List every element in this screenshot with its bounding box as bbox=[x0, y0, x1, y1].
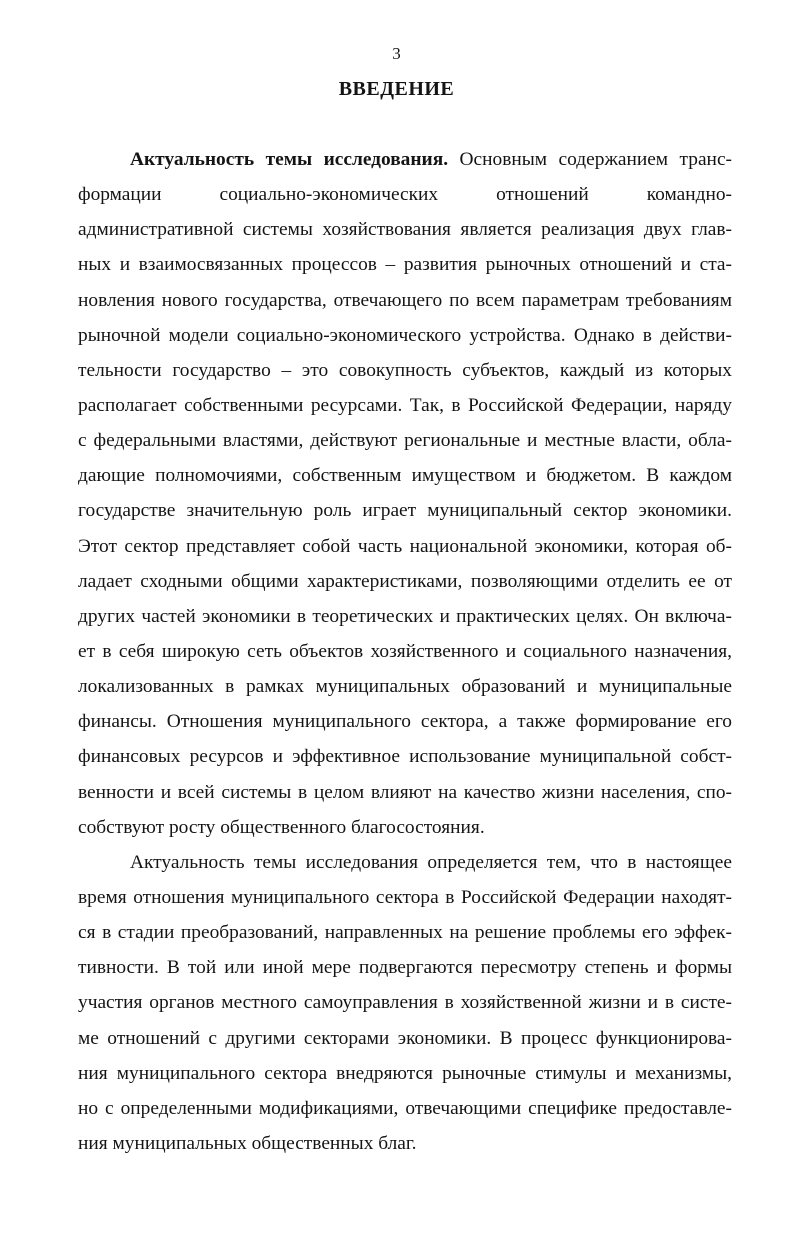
paragraph-line: ния муниципального сектора внедряются рыночные стимулы и механизмы, bbox=[78, 1063, 732, 1084]
paragraph-line: ет в себя широкую сеть объектов хозяйственного и социального назначения, bbox=[78, 641, 732, 662]
paragraph-lead: Актуальность темы исследования. bbox=[130, 149, 449, 170]
paragraph-line: локализованных в рамках муниципальных образований и муниципальные bbox=[78, 676, 732, 697]
page-number: 3 bbox=[392, 44, 401, 63]
paragraph-line: но с определенными модификациями, отвечающими специфике предоставле- bbox=[78, 1098, 732, 1119]
paragraph-line: финансовых ресурсов и эффективное использование муниципальной собст- bbox=[78, 746, 732, 767]
paragraph-line: дающие полномочиями, собственным имуществом и бюджетом. В каждом bbox=[78, 465, 732, 486]
paragraph-line: венности и всей системы в целом влияют на качество жизни населения, спо- bbox=[78, 782, 732, 803]
paragraph-line: ся в стадии преобразований, направленных на решение проблемы его эффек- bbox=[78, 922, 732, 943]
page-title: ВВЕДЕНИЕ bbox=[338, 78, 455, 100]
paragraph-line: Актуальность темы исследования определяется тем, что в настоящее bbox=[130, 852, 732, 873]
paragraph-line: государстве значительную роль играет муниципальный сектор экономики. bbox=[78, 500, 732, 521]
paragraph-line: ния муниципальных общественных благ. bbox=[78, 1133, 417, 1154]
paragraph-line: формации социально-экономических отношений командно- bbox=[78, 184, 732, 205]
paragraph-line: с федеральными властями, действуют региональные и местные власти, обла- bbox=[78, 430, 732, 451]
paragraph-line: других частей экономики в теоретических и практических целях. Он включа- bbox=[78, 606, 732, 627]
paragraph-line: тивности. В той или иной мере подвергаются пересмотру степень и формы bbox=[78, 957, 732, 978]
paragraph-line: участия органов местного самоуправления в хозяйственной жизни и в систе- bbox=[78, 992, 732, 1013]
paragraph-line: административной системы хозяйствования является реализация двух глав- bbox=[78, 219, 732, 240]
paragraph-line: ме отношений с другими секторами экономики. В процесс функционирова- bbox=[78, 1028, 732, 1049]
paragraph-line: ладает сходными общими характеристиками, позволяющими отделить ее от bbox=[78, 571, 732, 592]
paragraph-line: тельности государство – это совокупность субъектов, каждый из которых bbox=[78, 360, 732, 381]
paragraph-line: Этот сектор представляет собой часть национальной экономики, которая об- bbox=[78, 536, 732, 557]
paragraph-line: время отношения муниципального сектора в Российской Федерации находят- bbox=[78, 887, 732, 908]
paragraph-line: новления нового государства, отвечающего по всем параметрам требованиям bbox=[78, 290, 732, 311]
paragraph-line: собствуют росту общественного благосостояния. bbox=[78, 817, 485, 838]
paragraph-line: рыночной модели социально-экономического устройства. Однако в действи- bbox=[78, 325, 732, 346]
paragraph-line: располагает собственными ресурсами. Так, в Российской Федерации, наряду bbox=[78, 395, 732, 416]
paragraph-line: Актуальность темы исследования. Основным содержанием транс- bbox=[130, 149, 733, 170]
paragraph-line: финансы. Отношения муниципального сектора, а также формирование его bbox=[78, 711, 732, 732]
paragraph-line: ных и взаимосвязанных процессов – развития рыночных отношений и ста- bbox=[78, 254, 732, 275]
